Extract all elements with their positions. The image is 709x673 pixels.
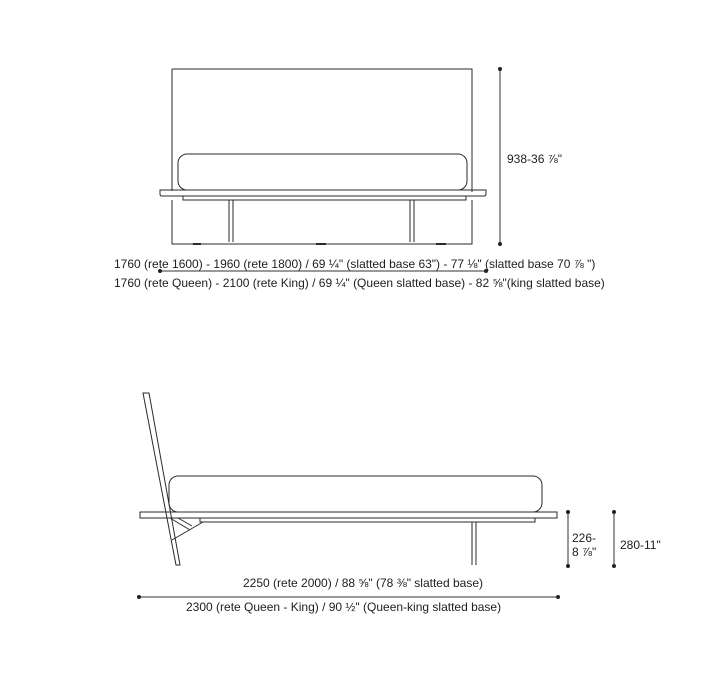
frame-height-dot-bottom xyxy=(566,564,570,568)
front-height-dot-top xyxy=(498,67,502,71)
mattress-front xyxy=(178,154,467,190)
frame-height-label-1: 226- xyxy=(572,531,597,545)
frame-height-label-2: 8 ⅞" xyxy=(572,545,597,559)
front-height-dot-bottom xyxy=(498,242,502,246)
total-height-dot-bottom xyxy=(612,564,616,568)
total-height-label: 280-11" xyxy=(620,538,661,552)
platform-side-underside xyxy=(200,518,535,522)
side-length-label-1: 2250 (rete 2000) / 88 ⅝" (78 ⅜" slatted base) xyxy=(243,576,483,590)
side-length-dot-right xyxy=(556,595,560,599)
platform-underside xyxy=(183,196,466,200)
front-width-label-2: 1760 (rete Queen) - 2100 (rete King) / 69 ¼" (Queen slatted base) - 82 ⅝"(king slatted base) xyxy=(114,276,605,290)
headboard-outline xyxy=(172,69,472,192)
mattress-side xyxy=(169,476,542,512)
leg-left xyxy=(229,200,233,242)
total-height-dot-top xyxy=(612,510,616,514)
side-length-dot-left xyxy=(137,595,141,599)
leg-right xyxy=(410,200,414,242)
frame-height-dot-top xyxy=(566,510,570,514)
platform-side xyxy=(140,512,557,518)
side-view xyxy=(137,393,616,599)
front-height-label: 938-36 ⅞" xyxy=(507,152,562,166)
headboard-side xyxy=(143,393,180,565)
platform-front xyxy=(160,190,486,196)
leg-side xyxy=(472,522,476,565)
front-view xyxy=(158,67,502,273)
headboard-lower xyxy=(172,200,472,244)
front-width-label-1: 1760 (rete 1600) - 1960 (rete 1800) / 69 ¼" (slatted base 63") - 77 ⅛" (slatted base 70 ⅞ ") xyxy=(114,257,596,271)
side-length-label-2: 2300 (rete Queen - King) / 90 ½" (Queen-king slatted base) xyxy=(186,600,502,614)
